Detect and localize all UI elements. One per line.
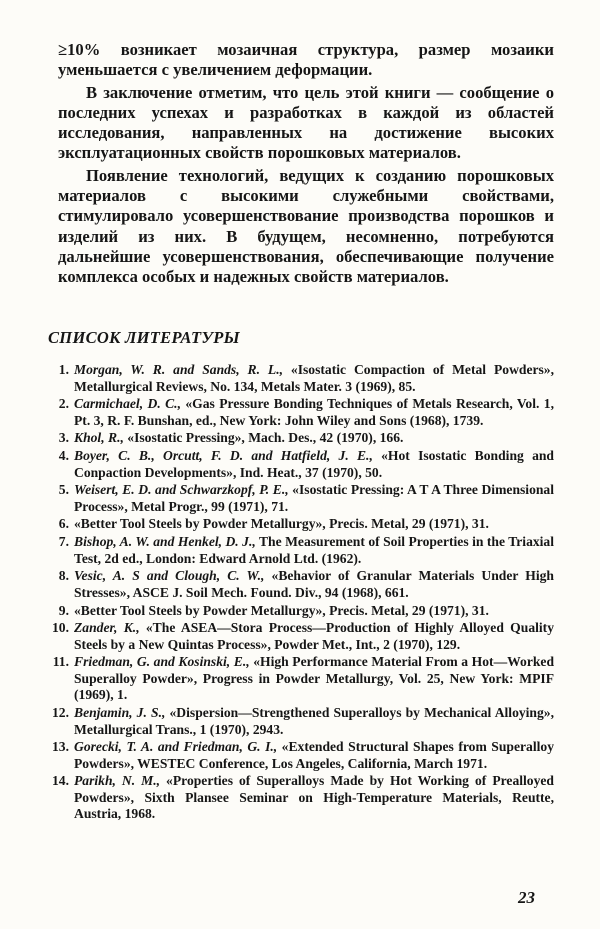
reference-number: 2.: [58, 396, 69, 412]
reference-number: 11.: [52, 654, 69, 670]
reference-text: [74, 568, 554, 601]
paragraph: ≥10% возникает мозаичная структура, размер мозаики уменьшается с увеличением деформации.: [58, 40, 554, 80]
reference-item: [48, 568, 554, 601]
reference-text: [74, 362, 554, 395]
reference-title: «Better Tool Steels by Powder Metallurgy», Precis. Metal, 29 (1971), 31.: [74, 516, 489, 532]
reference-text: [74, 534, 554, 567]
reference-authors: Friedman, G. and Kosinski, E.,: [74, 654, 250, 670]
reference-item: [48, 482, 554, 515]
reference-text: [74, 654, 554, 704]
reference-number: 4.: [58, 448, 69, 464]
reference-authors: Khol, R.,: [74, 430, 124, 446]
reference-item: [48, 603, 554, 620]
reference-authors: Morgan, W. R. and Sands, R. L.,: [74, 362, 284, 377]
reference-number: 13.: [52, 739, 69, 755]
reference-authors: Boyer, C. B., Orcutt, F. D. and Hatfield, J. E.,: [74, 448, 373, 464]
reference-authors: Vesic, A. S and Clough, C. W.,: [74, 568, 265, 584]
reference-number: 12.: [52, 705, 69, 721]
reference-number: 3.: [58, 430, 69, 446]
page-number: 23: [518, 888, 535, 907]
reference-text: [74, 773, 554, 823]
reference-item: [48, 705, 554, 738]
reference-title: «Isostatic Pressing», Mach. Des., 42 (1970), 166.: [123, 430, 404, 446]
reference-text: [74, 430, 554, 447]
reference-text: [74, 448, 554, 481]
reference-title: «The ASEA—Stora Process—Production of Highly Alloyed Quality Steels by a New Quintas Process», Powder Met., Int., 2 (1970), 129.: [74, 620, 554, 652]
reference-number: 8.: [58, 568, 69, 584]
paragraph: В заключение отметим, что цель этой книги — сообщение о последних успехах и разработках в каждой из областей исследования, направленных на достижение высоких эксплуатационных свойств порошковых материалов.: [58, 82, 554, 163]
reference-number: 9.: [58, 602, 69, 618]
reference-title: «Gas Pressure Bonding Techniques of Metals Research, Vol. 1, Pt. 3, R. F. Bunshan, ed., New York: John Wiley and Sons (1968), 1739.: [74, 396, 554, 428]
reference-item: [48, 773, 554, 823]
body-text: [58, 40, 554, 288]
reference-text: [74, 603, 554, 620]
paragraph: Появление технологий, ведущих к созданию порошковых материалов с высокими служебными свойствами, стимулировало усовершенствование производства порошков и изделий из них. В будущем, несомненно, потребуются дальнейшие усовершенствования, обеспечивающие получение комплекса особых и надежных свойств материалов.: [58, 165, 554, 287]
reference-number: 5.: [58, 482, 69, 498]
reference-number: 7.: [58, 534, 69, 550]
reference-item: [48, 430, 554, 447]
reference-number: 1.: [58, 362, 69, 377]
reference-authors: Gorecki, T. A. and Friedman, G. I.,: [74, 739, 278, 755]
reference-authors: Zander, K.,: [74, 620, 140, 636]
reference-item: [48, 362, 554, 395]
reference-title: «Extended Structural Shapes from Superalloy Powders», WESTEC Conference, Los Angeles, California, March 1971.: [74, 739, 554, 771]
reference-item: [48, 448, 554, 481]
reference-text: [74, 739, 554, 772]
reference-title: «High Performance Material From a Hot—Worked Superalloy Powder», Progress in Powder Metallurgy, Vol. 25, New York: MPIF (1969), 1.: [74, 654, 555, 703]
reference-text: [74, 482, 554, 515]
reference-text: [74, 705, 554, 738]
reference-item: [48, 620, 554, 653]
reference-title: «Isostatic Pressing: A T A Three Dimensional Process», Metal Progr., 99 (1971), 71.: [74, 482, 555, 514]
reference-title: «Properties of Superalloys Made by Hot Working of Prealloyed Powders», Sixth Plansee Seminar on High-Temperature Materials, Reutte, Austria, 1968.: [74, 773, 554, 822]
reference-number: 14.: [52, 773, 69, 789]
reference-number: 6.: [58, 516, 69, 532]
reference-item: [48, 739, 554, 772]
reference-authors: Parikh, N. M.,: [74, 773, 161, 789]
reference-text: [74, 396, 554, 429]
reference-text: [74, 516, 554, 533]
reference-item: [48, 396, 554, 429]
reference-authors: Bishop, A. W. and Henkel, D. J.,: [74, 534, 256, 550]
reference-number: 10.: [52, 620, 69, 636]
reference-item: [48, 534, 554, 567]
reference-item: [48, 516, 554, 533]
reference-text: [74, 620, 554, 653]
reference-title: The Measurement of Soil Properties in the Triaxial Test, 2d ed., London: Edward Arnold Ltd. (1962).: [74, 534, 555, 566]
reference-title: «Isostatic Compaction of Metal Powders», Metallurgical Reviews, No. 134, Metals Mater. 3 (1969), 85.: [74, 362, 554, 394]
reference-authors: Carmichael, D. C.,: [74, 396, 181, 412]
reference-title: «Behavior of Granular Materials Under High Stresses», ASCE J. Soil Mech. Found. Div., 94 (1968), 661.: [74, 568, 554, 600]
reference-item: [48, 654, 554, 704]
reference-title: «Hot Isostatic Bonding and Conpaction Developments», Ind. Heat., 37 (1970), 50.: [74, 448, 554, 480]
reference-authors: Weisert, E. D. and Schwarzkopf, P. E.,: [74, 482, 289, 498]
references-heading: СПИСОК ЛИТЕРАТУРЫ: [48, 328, 240, 347]
reference-authors: Benjamin, J. S.,: [74, 705, 166, 721]
references-list: [48, 362, 554, 824]
reference-title: «Better Tool Steels by Powder Metallurgy», Precis. Metal, 29 (1971), 31.: [74, 602, 489, 618]
reference-title: «Dispersion—Strengthened Superalloys by Mechanical Alloying», Metallurgical Trans., 1 (1970), 2943.: [74, 705, 554, 737]
